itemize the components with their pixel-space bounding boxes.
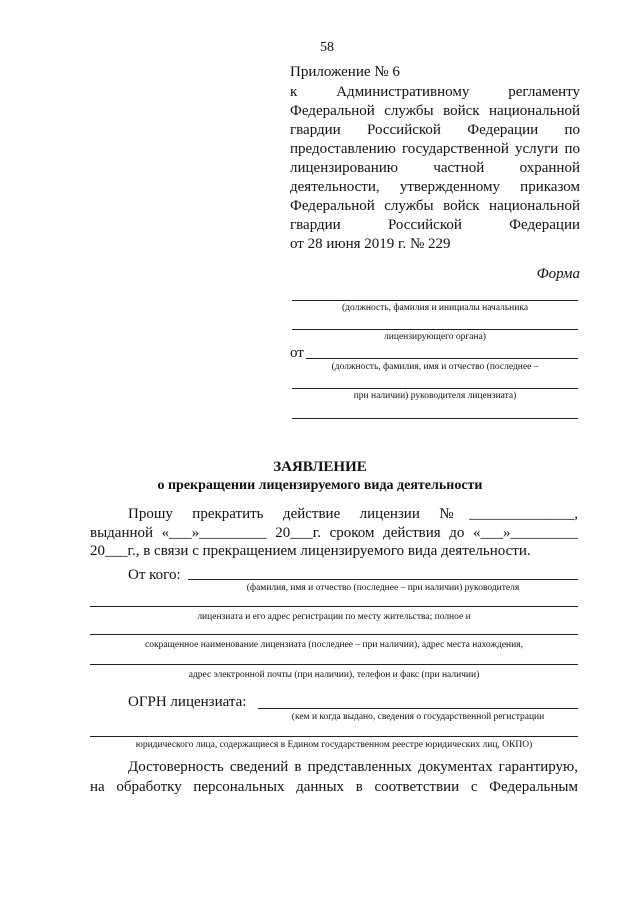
request-line-1: Прошу прекратить действие лицензии №______________,: [128, 506, 578, 522]
ogrn-field-line[interactable]: [258, 708, 578, 709]
appendix-line: гвардии Российской Федерации: [290, 217, 580, 233]
closing-line-1: Достоверность сведений в представленных документах гарантирую,: [128, 759, 578, 775]
addressee-line-4[interactable]: [292, 418, 578, 419]
document-title: ЗАЯВЛЕНИЕ: [273, 459, 367, 475]
appendix-line: Приложение № 6: [290, 64, 400, 80]
addressee-caption-1: (должность, фамилия и инициалы начальника: [341, 303, 529, 313]
from-line[interactable]: [306, 358, 578, 359]
appendix-line: Федеральной службы войск национальной: [290, 103, 580, 119]
ogrn-caption-2: юридического лица, содержащиеся в Едином государственном реестре юридических лиц, ОКПО): [135, 740, 533, 750]
form-label: Форма: [536, 266, 580, 282]
from-caption-3: сокращенное наименование лицензиата (последнее – при наличии), адрес места нахождения,: [145, 640, 523, 650]
from-label-short: от: [290, 345, 304, 361]
addressee-line-3[interactable]: [292, 388, 578, 389]
from-caption-4: адрес электронной почты (при наличии), телефон и факс (при наличии): [188, 670, 480, 680]
from-label: От кого:: [128, 567, 181, 583]
addressee-caption-2: лицензирующего органа): [384, 332, 486, 342]
closing-line-2: на обработку персональных данных в соответствии с Федеральным: [90, 779, 578, 795]
from-caption-1: (фамилия, имя и отчество (последнее – при наличии) руководителя: [246, 583, 520, 593]
appendix-line: Федеральной службы войск национальной: [290, 198, 580, 214]
ogrn-field-line-2[interactable]: [90, 736, 578, 737]
appendix-line: к Административному регламенту: [290, 84, 580, 100]
from-field-line-3[interactable]: [90, 634, 578, 635]
addressee-line-2[interactable]: [292, 329, 578, 330]
appendix-line: деятельности, утвержденному приказом: [290, 179, 580, 195]
request-line-3: 20___г., в связи с прекращением лицензируемого вида деятельности.: [90, 543, 531, 559]
appendix-line: от 28 июня 2019 г. № 229: [290, 236, 451, 252]
appendix-line: гвардии Российской Федерации по: [290, 122, 580, 138]
ogrn-caption-1: (кем и когда выдано, сведения о государственной регистрации: [291, 712, 545, 722]
addressee-line-1[interactable]: [292, 300, 578, 301]
from-field-line-4[interactable]: [90, 664, 578, 665]
appendix-line: лицензированию частной охранной: [290, 160, 580, 176]
from-caption-2: лицензиата и его адрес регистрации по месту жительства; полное и: [197, 612, 471, 622]
appendix-line: предоставлению государственной услуги по: [290, 141, 580, 157]
from-field-line-2[interactable]: [90, 606, 578, 607]
from-field-line-1[interactable]: [188, 579, 578, 580]
page-number: 58: [320, 40, 334, 55]
addressee-caption-4: при наличии) руководителя лицензиата): [353, 391, 517, 401]
document-subtitle: о прекращении лицензируемого вида деятельности: [157, 478, 483, 493]
ogrn-label: ОГРН лицензиата:: [128, 694, 247, 710]
addressee-caption-3: (должность, фамилия, имя и отчество (последнее –: [331, 362, 539, 372]
request-line-2: выданной «___»_________ 20___г. сроком действия до «___»_________: [90, 525, 578, 541]
